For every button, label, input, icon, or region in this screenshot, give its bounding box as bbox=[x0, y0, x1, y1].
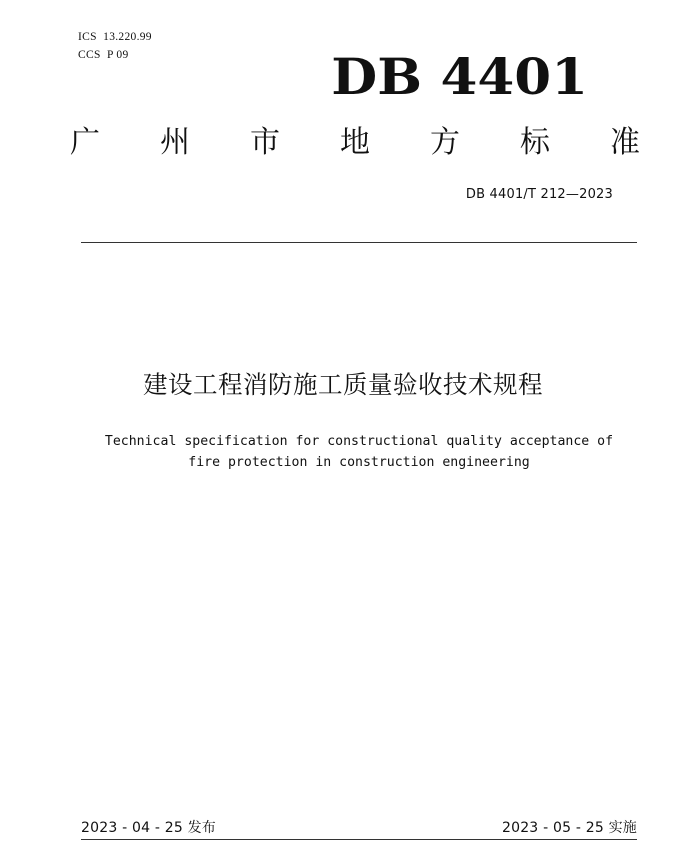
header-divider bbox=[81, 242, 637, 243]
implementation-date: 2023 - 05 - 25 实施 bbox=[501, 820, 637, 836]
document-title-chinese: 建设工程消防施工质量验收技术规程 bbox=[143, 370, 543, 399]
standard-type-char: 州 bbox=[160, 125, 190, 160]
standard-type-char: 地 bbox=[340, 125, 370, 160]
standard-type-heading bbox=[70, 125, 640, 160]
standard-type-char: 标 bbox=[520, 125, 550, 160]
ics-code: ICS 13.220.99 bbox=[78, 31, 152, 43]
standard-type-char: 广 bbox=[70, 125, 100, 160]
standard-number: DB 4401/T 212—2023 bbox=[465, 187, 613, 202]
standard-type-char: 方 bbox=[430, 125, 460, 160]
english-title-line-2: fire protection in construction engineering bbox=[188, 455, 530, 470]
standard-type-char: 市 bbox=[250, 125, 280, 160]
document-title-english bbox=[0, 431, 686, 473]
english-title-line-1: Technical specification for constructional quality acceptance of bbox=[104, 434, 614, 449]
standard-type-char: 准 bbox=[610, 125, 640, 160]
db-code-logo: DB 4401 bbox=[331, 47, 588, 106]
footer-divider bbox=[81, 839, 637, 840]
issue-date: 2023 - 04 - 25 发布 bbox=[81, 820, 217, 836]
ccs-code: CCS P 09 bbox=[78, 49, 129, 61]
